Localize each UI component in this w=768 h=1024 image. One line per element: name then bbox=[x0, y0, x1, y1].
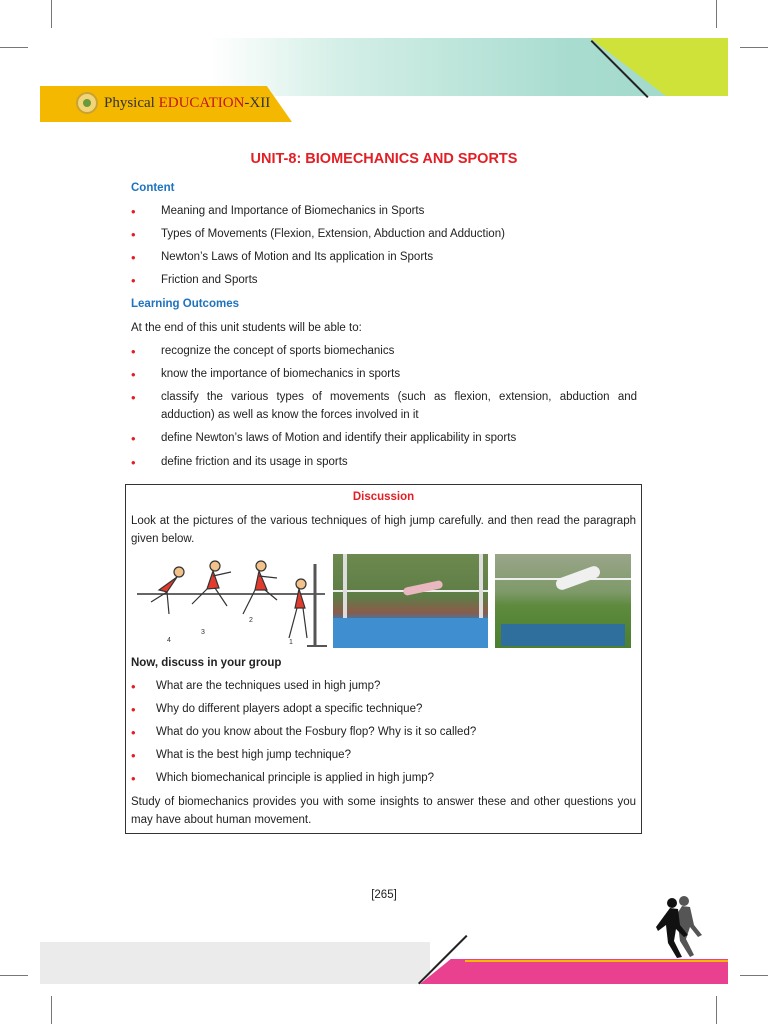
content-item: Newton’s Laws of Motion and Its application in Sports bbox=[161, 251, 434, 263]
bullet-icon: • bbox=[131, 273, 136, 288]
crop-mark bbox=[716, 0, 717, 28]
bullet-icon: • bbox=[131, 390, 136, 405]
learning-item: know the importance of biomechanics in sports bbox=[161, 368, 401, 380]
discussion-question: What is the best high jump technique? bbox=[156, 749, 351, 761]
footer-stripe bbox=[465, 960, 728, 962]
discussion-intro: Look at the pictures of the various techniques of high jump carefully. and then read the paragraph given below. bbox=[131, 515, 636, 545]
learning-item: define friction and its usage in sports bbox=[161, 456, 348, 468]
book-title: Physical EDUCATION-XII bbox=[104, 95, 271, 111]
bullet-icon: • bbox=[131, 771, 136, 786]
bullet-icon: • bbox=[131, 748, 136, 763]
bullet-icon: • bbox=[131, 725, 136, 740]
emblem-icon bbox=[76, 92, 98, 114]
page-number: [265] bbox=[371, 889, 397, 901]
bullet-icon: • bbox=[131, 455, 136, 470]
bullet-icon: • bbox=[131, 679, 136, 694]
content-item: Friction and Sports bbox=[161, 274, 258, 286]
discussion-title: Discussion bbox=[352, 491, 415, 503]
learning-item: recognize the concept of sports biomechanics bbox=[161, 345, 395, 357]
content-heading: Content bbox=[131, 182, 175, 194]
discussion-question: Why do different players adopt a specific technique? bbox=[156, 703, 423, 715]
fosbury-flop-photo bbox=[495, 554, 631, 648]
runners-icon bbox=[650, 895, 708, 959]
learning-item: define Newton’s laws of Motion and identify their applicability in sports bbox=[161, 432, 517, 444]
bullet-icon: • bbox=[131, 367, 136, 382]
high-jump-photo-bar bbox=[333, 554, 488, 648]
crop-mark bbox=[740, 975, 768, 976]
phase-number: 1 bbox=[289, 639, 293, 646]
bullet-icon: • bbox=[131, 227, 136, 242]
footer-band bbox=[40, 942, 430, 984]
high-jump-phases-illustration bbox=[137, 554, 330, 649]
crop-mark bbox=[0, 47, 28, 48]
content-item: Meaning and Importance of Biomechanics in Sports bbox=[161, 205, 425, 217]
bullet-icon: • bbox=[131, 702, 136, 717]
discussion-question: Which biomechanical principle is applied in high jump? bbox=[156, 772, 435, 784]
learning-intro: At the end of this unit students will be able to: bbox=[131, 322, 362, 334]
unit-title: UNIT-8: BIOMECHANICS AND SPORTS bbox=[250, 151, 518, 167]
phase-number: 3 bbox=[201, 629, 205, 636]
bullet-icon: • bbox=[131, 204, 136, 219]
learning-item: classify the various types of movements (such as flexion, extension, abduction and adduction) as well as know the forces involved in it bbox=[161, 391, 637, 421]
content-item: Types of Movements (Flexion, Extension, Abduction and Adduction) bbox=[161, 228, 505, 240]
discussion-question: What are the techniques used in high jump? bbox=[156, 680, 381, 692]
bullet-icon: • bbox=[131, 344, 136, 359]
crop-mark bbox=[716, 996, 717, 1024]
bullet-icon: • bbox=[131, 250, 136, 265]
discussion-question: What do you know about the Fosbury flop? Why is it so called? bbox=[156, 726, 477, 738]
crop-mark bbox=[740, 47, 768, 48]
crop-mark bbox=[51, 0, 52, 28]
bullet-icon: • bbox=[131, 431, 136, 446]
footer-accent bbox=[420, 959, 728, 984]
phase-number: 2 bbox=[249, 617, 253, 624]
discussion-closing: Study of biomechanics provides you with some insights to answer these and other questions you may have about human movement. bbox=[131, 796, 636, 826]
learning-outcomes-heading: Learning Outcomes bbox=[131, 298, 239, 310]
crop-mark bbox=[51, 996, 52, 1024]
discussion-prompt: Now, discuss in your group bbox=[131, 657, 282, 669]
crop-mark bbox=[0, 975, 28, 976]
phase-number: 4 bbox=[167, 637, 171, 644]
